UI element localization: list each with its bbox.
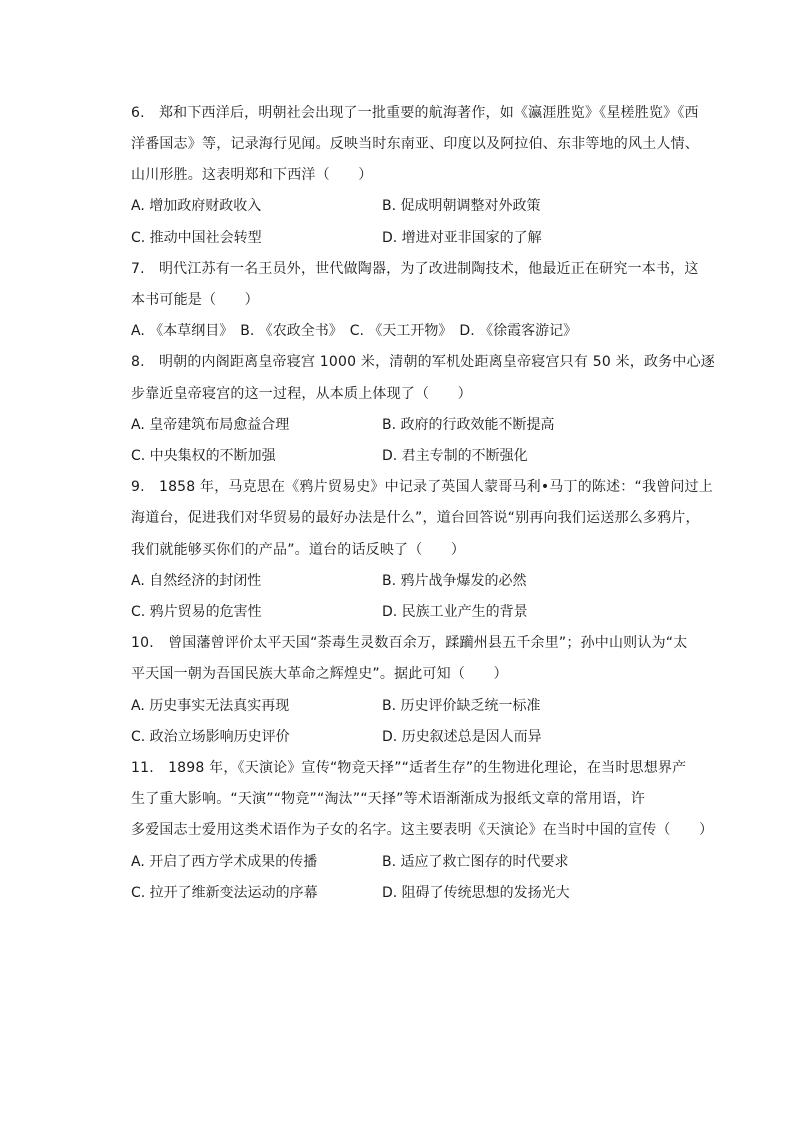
question-9-option-d: D. 民族工业产生的背景 xyxy=(382,604,528,620)
question-10-option-b: B. 历史评价缺乏统一标准 xyxy=(382,698,541,714)
question-8-option-c: C. 中央集权的不断加强 xyxy=(131,448,276,464)
question-10-line-2: 平天国一朝为吾国民族大革命之辉煌史”。据此可知（ ） xyxy=(131,666,508,682)
question-10-option-a: A. 历史事实无法真实再现 xyxy=(131,698,290,714)
question-7-line-1: 7. 明代江苏有一名王员外，世代做陶器，为了改进制陶技术，他最近正在研究一本书，这 xyxy=(131,261,699,277)
question-11-line-1: 11. 1898 年，《天演论》宣传“物竞天择”“适者生存”的生物进化理论，在当时思想界产 xyxy=(131,760,687,776)
question-6-line-1: 6. 郑和下西洋后，明朝社会出现了一批重要的航海著作，如《瀛涯胜览》《星槎胜览》《西 xyxy=(131,105,699,121)
question-10-line-1: 10. 曾国藩曾评价太平天国“荼毒生灵数百余万，蹂躏州县五千余里”；孙中山则认为“太 xyxy=(131,635,688,651)
question-11-option-b: B. 适应了救亡图存的时代要求 xyxy=(382,854,569,870)
question-8-option-d: D. 君主专制的不断强化 xyxy=(382,448,528,464)
question-11-option-c: C. 拉开了维新变法运动的序幕 xyxy=(131,885,318,901)
question-6-option-c: C. 推动中国社会转型 xyxy=(131,230,262,246)
question-11-option-d: D. 阻碍了传统思想的发扬光大 xyxy=(382,885,570,901)
question-6-line-3: 山川形胜。这表明郑和下西洋（ ） xyxy=(131,167,373,183)
question-11-line-2: 生了重大影响。“天演”“物竞”“淘汰”“天择”等术语渐渐成为报纸文章的常用语，许 xyxy=(131,791,646,807)
question-7-line-2: 本书可能是（ ） xyxy=(131,292,259,308)
question-9-line-1: 9. 1858 年，马克思在《鸦片贸易史》中记录了英国人蒙哥马利•马丁的陈述：“我曾问过上 xyxy=(131,479,713,495)
question-7-options: A. 《本草纲目》 B. 《农政全书》 C. 《天工开物》 D. 《徐霞客游记》 xyxy=(131,323,578,339)
question-10-option-c: C. 政治立场影响历史评价 xyxy=(131,729,290,745)
question-9-line-2: 海道台，促进我们对华贸易的最好办法是什么”，道台回答说“别再向我们运送那么多鸦片， xyxy=(131,510,700,526)
question-10-option-d: D. 历史叙述总是因人而异 xyxy=(382,729,542,745)
question-6-option-d: D. 增进对亚非国家的了解 xyxy=(382,230,542,246)
question-9-line-3: 我们就能够买你们的产品”。道台的话反映了（ ） xyxy=(131,542,466,558)
question-9-option-c: C. 鸦片贸易的危害性 xyxy=(131,604,262,620)
question-8-option-a: A. 皇帝建筑布局愈益合理 xyxy=(131,417,290,433)
question-8-line-2: 步靠近皇帝寝宫的这一过程，从本质上体现了（ ） xyxy=(131,386,472,402)
question-6-option-a: A. 增加政府财政收入 xyxy=(131,198,262,214)
question-6-line-2: 洋番国志》等，记录海行见闻。反映当时东南亚、印度以及阿拉伯、东非等地的风土人情、 xyxy=(131,136,699,152)
question-6-option-b: B. 促成明朝调整对外政策 xyxy=(382,198,541,214)
question-8-option-b: B. 政府的行政效能不断提高 xyxy=(382,417,555,433)
question-9-option-b: B. 鸦片战争爆发的必然 xyxy=(382,573,527,589)
question-11-line-3: 多爱国志士爱用这类术语作为子女的名字。这主要表明《天演论》在当时中国的宣传（ ） xyxy=(131,822,714,838)
question-11-option-a: A. 开启了西方学术成果的传播 xyxy=(131,854,318,870)
question-8-line-1: 8. 明朝的内阁距离皇帝寝宫 1000 米，清朝的军机处距离皇帝寝宫只有 50 米，政务中心逐 xyxy=(131,354,715,370)
question-9-option-a: A. 自然经济的封闭性 xyxy=(131,573,262,589)
